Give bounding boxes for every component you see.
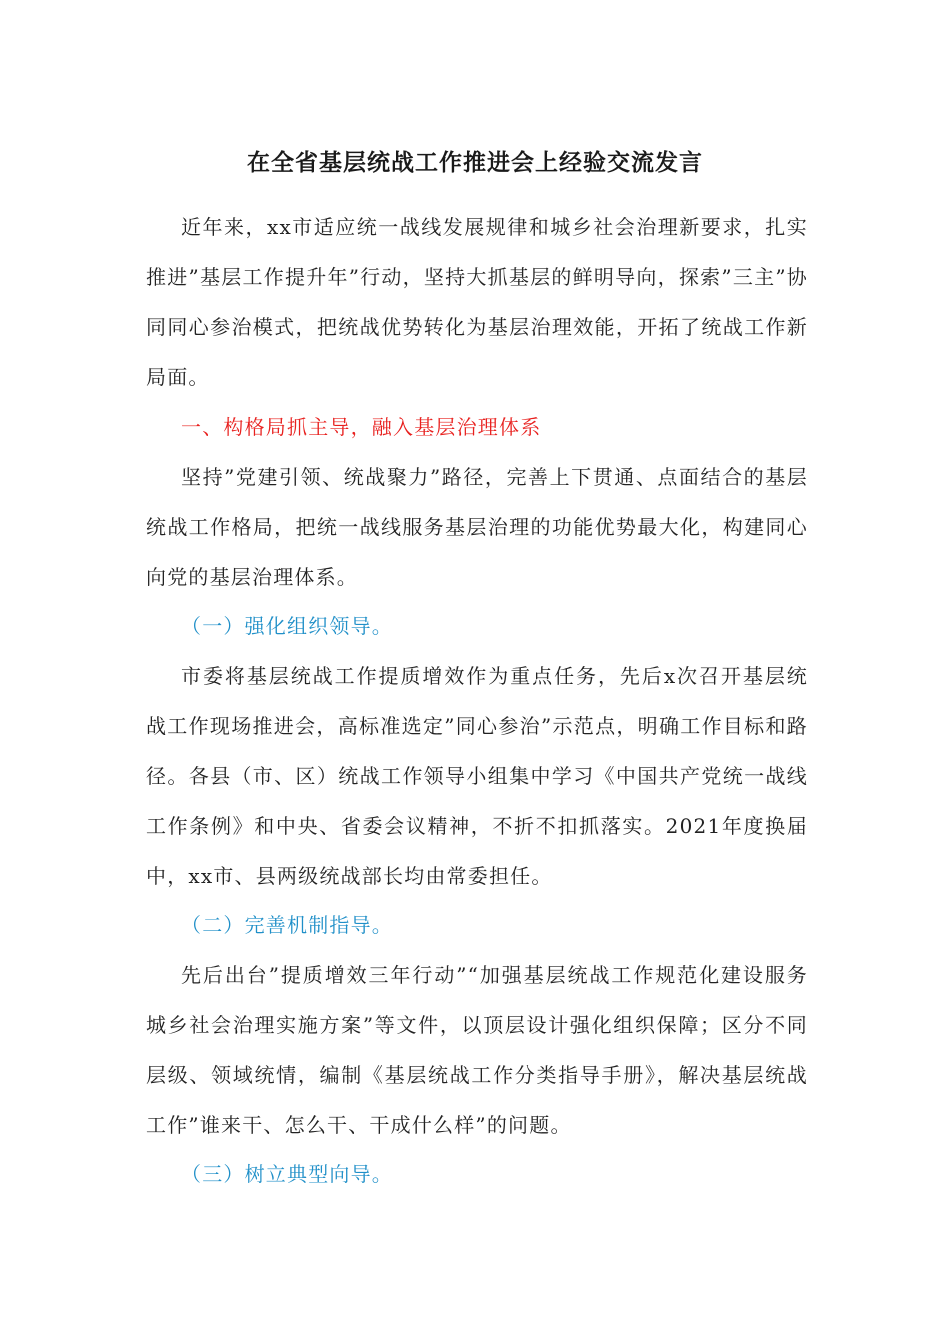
subsection-1-paragraph: 市委将基层统战工作提质增效作为重点任务，先后x次召开基层统战工作现场推进会，高标准选定”同心参治”示范点，明确工作目标和路径。各县（市、区）统战工作领导小组集中学习《中国共产党统一战线工作条例》和中央、省委会议精神，不折不扣抓落实。2021年度换届中，xx市、县两级统战部长均由常委担任。 — [146, 664, 808, 888]
subsection-2-heading: （二）完善机制指导。 — [181, 913, 393, 937]
section-1-heading: 一、构格局抓主导，融入基层治理体系 — [181, 415, 542, 439]
intro-paragraph: 近年来，xx市适应统一战线发展规律和城乡社会治理新要求，扎实推进”基层工作提升年”行动，坚持大抓基层的鲜明导向，探索”三主”协同同心参治模式，把统战优势转化为基层治理效能，开拓了统战工作新局面。 — [146, 215, 808, 389]
subsection-2-paragraph: 先后出台”提质增效三年行动”“加强基层统战工作规范化建设服务城乡社会治理实施方案”等文件，以顶层设计强化组织保障；区分不同层级、领域统情，编制《基层统战工作分类指导手册》，解决基层统战工作”谁来干、怎么干、干成什么样”的问题。 — [146, 963, 808, 1137]
subsection-3-heading: （三）树立典型向导。 — [181, 1162, 393, 1186]
document-title: 在全省基层统战工作推进会上经验交流发言 — [247, 149, 703, 176]
section-1-paragraph: 坚持”党建引领、统战聚力”路径，完善上下贯通、点面结合的基层统战工作格局，把统一战线服务基层治理的功能优势最大化，构建同心向党的基层治理体系。 — [146, 465, 808, 589]
subsection-1-heading: （一）强化组织领导。 — [181, 614, 393, 638]
